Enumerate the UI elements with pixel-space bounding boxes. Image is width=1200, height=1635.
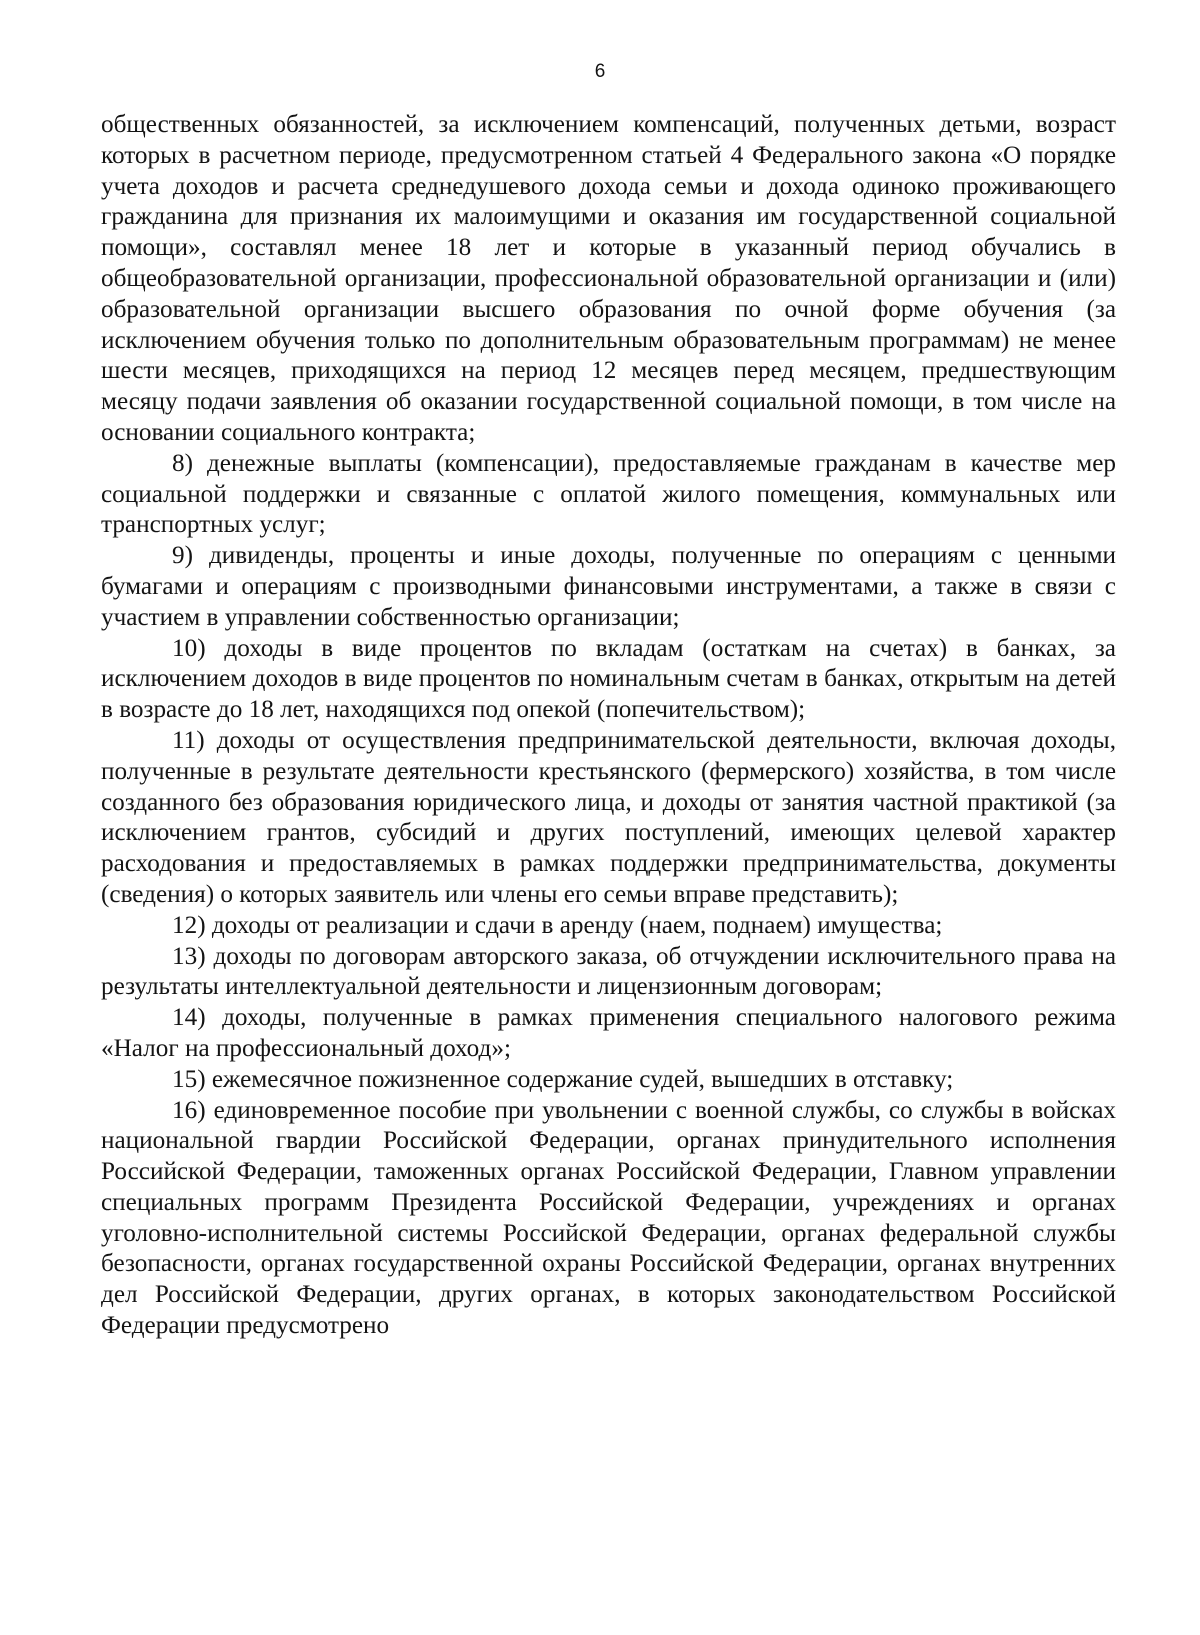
paragraph-item-12: 12) доходы от реализации и сдачи в аренду (наем, поднаем) имущества;: [172, 911, 943, 939]
document-body: [101, 110, 1116, 1342]
paragraph-item-16: 16) единовременное пособие при увольнении с военной службы, со службы в войсках национальной гвардии Российской Федерации, органах принудительного исполнения Российской Федерации, таможенных органах Российской Федерации, Главном управлении специальных программ Президента Российской Федерации, учреждениях и органах уголовно-исполнительной системы Российской Федерации, органах федеральной службы безопасности, органах государственной охраны Российской Федерации, органах внутренних дел Российской Федерации, других органах, в которых законодательством Российской Федерации предусмотрено: [101, 1096, 1116, 1340]
paragraph-continuation: общественных обязанностей, за исключением компенсаций, полученных детьми, возраст которых в расчетном периоде, предусмотренном статьей 4 Федерального закона «О порядке учета доходов и расчета среднедушевого дохода семьи и дохода одиноко проживающего гражданина для признания их малоимущими и оказания им государственной социальной помощи», составлял менее 18 лет и которые в указанный период обучались в общеобразовательной организации, профессиональной образовательной организации и (или) образовательной организации высшего образования по очной форме обучения (за исключением обучения только по дополнительным образовательным программам) не менее шести месяцев, приходящихся на период 12 месяцев перед месяцем, предшествующим месяцу подачи заявления об оказании государственной социальной помощи, в том числе на основании социального контракта;: [101, 111, 1116, 446]
paragraph-item-15: 15) ежемесячное пожизненное содержание судей, вышедших в отставку;: [172, 1065, 954, 1093]
page-number: 6: [594, 61, 606, 82]
paragraph-item-13: 13) доходы по договорам авторского заказа, об отчуждении исключительного права на результаты интеллектуальной деятельности и лицензионным договорам;: [101, 942, 1116, 1001]
paragraph-item-8: 8) денежные выплаты (компенсации), предоставляемые гражданам в качестве мер социальной поддержки и связанные с оплатой жилого помещения, коммунальных или транспортных услуг;: [101, 449, 1116, 539]
paragraph-item-9: 9) дивиденды, проценты и иные доходы, полученные по операциям с ценными бумагами и операциям с производными финансовыми инструментами, а также в связи с участием в управлении собственностью организации;: [101, 542, 1116, 631]
paragraph-item-14: 14) доходы, полученные в рамках применения специального налогового режима «Налог на профессиональный доход»;: [101, 1004, 1116, 1062]
paragraph-item-11: 11) доходы от осуществления предпринимательской деятельности, включая доходы, полученные в результате деятельности крестьянского (фермерского) хозяйства, в том числе созданного без образования юридического лица, и доходы от занятия частной практикой (за исключением грантов, субсидий и других поступлений, имеющих целевой характер расходования и предоставляемых в рамках поддержки предпринимательства, документы (сведения) о которых заявитель или члены его семьи вправе представить);: [101, 726, 1116, 908]
paragraph-item-10: 10) доходы в виде процентов по вкладам (остаткам на счетах) в банках, за исключением доходов в виде процентов по номинальным счетам в банках, открытым на детей в возрасте до 18 лет, находящихся под опекой (попечительством);: [101, 634, 1116, 724]
